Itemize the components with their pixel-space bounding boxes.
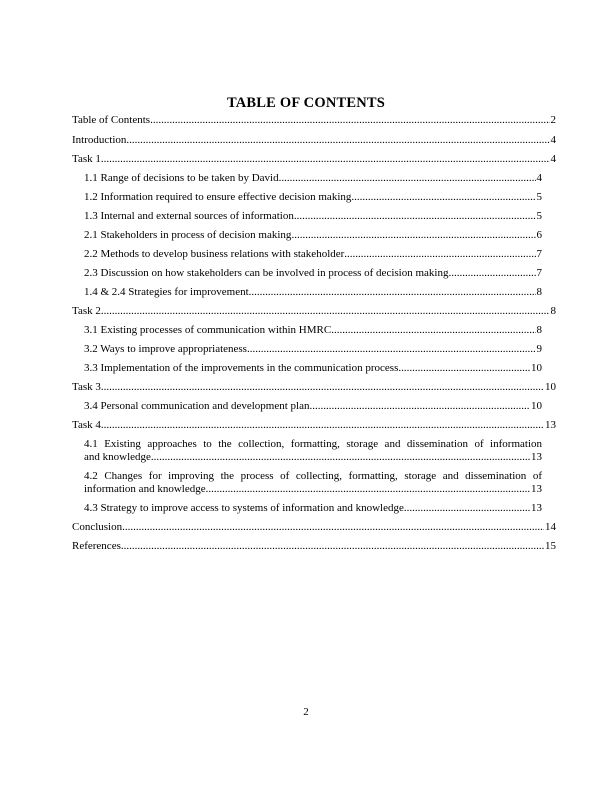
toc-entry-text: Table of Contents: [72, 114, 151, 126]
toc-entry-3-1[interactable]: [72, 324, 542, 337]
toc-page-number: 15: [545, 540, 556, 552]
toc-leader: [249, 286, 536, 299]
toc-leader: [309, 400, 530, 413]
toc-entry-text: Task 3: [72, 381, 101, 393]
toc-entry-text: 4.1 Existing approaches to the collection, formatting, storage and dissemination of information: [84, 438, 542, 450]
toc-page-number: 8: [536, 286, 542, 298]
toc-entry-text: Task 1: [72, 153, 101, 165]
table-of-contents: [72, 114, 556, 553]
toc-entry-task-2[interactable]: [72, 305, 556, 318]
toc-leader: [291, 229, 535, 242]
toc-entry-text: 2.3 Discussion on how stakeholders can be involved in process of decision making: [84, 267, 449, 279]
toc-page-number: 4: [536, 172, 542, 184]
toc-entry-text: 3.4 Personal communication and development plan: [84, 400, 310, 412]
toc-entry-text: 2.1 Stakeholders in process of decision making: [84, 229, 292, 241]
toc-entry-1-4-2-4[interactable]: [72, 286, 542, 299]
toc-entry-text: Conclusion: [72, 521, 123, 533]
toc-page-number: 10: [531, 362, 542, 374]
toc-entry-2-2[interactable]: [72, 248, 542, 261]
toc-entry-text: 1.2 Information required to ensure effective decision making: [84, 191, 352, 203]
toc-page-number: 4: [550, 153, 556, 165]
toc-leader: [101, 381, 544, 394]
toc-leader: [294, 210, 536, 223]
toc-entry-task-1[interactable]: [72, 153, 556, 166]
toc-page-number: 6: [536, 229, 542, 241]
toc-entry-1-1[interactable]: [72, 172, 542, 185]
toc-leader: [448, 267, 535, 280]
toc-leader: [126, 134, 549, 147]
toc-entry-table-of-contents[interactable]: [72, 114, 556, 127]
toc-page-number: 14: [545, 521, 556, 533]
toc-entry-text-continued: and knowledge: [84, 451, 151, 463]
toc-entry-1-3[interactable]: [72, 210, 542, 223]
toc-page-number: 5: [536, 191, 542, 203]
toc-leader: [122, 521, 544, 534]
toc-leader: [101, 305, 550, 318]
toc-page-number: 7: [536, 248, 542, 260]
toc-entry-4-3[interactable]: [72, 502, 542, 515]
toc-leader: [101, 419, 544, 432]
toc-entry-text: Introduction: [72, 134, 127, 146]
toc-entry-text: 3.1 Existing processes of communication within HMRC: [84, 324, 332, 336]
toc-leader: [398, 362, 530, 375]
toc-entry-4-2[interactable]: [72, 470, 542, 496]
toc-entry-text: 4.3 Strategy to improve access to systems of information and knowledge: [84, 502, 404, 514]
toc-entry-text: 4.2 Changes for improving the process of collecting, formatting, storage and dissemination of: [84, 470, 542, 482]
toc-entry-conclusion[interactable]: [72, 521, 556, 534]
toc-leader: [151, 451, 530, 464]
toc-page-number: 13: [531, 502, 542, 514]
toc-leader: [279, 172, 536, 185]
toc-leader: [247, 343, 536, 356]
toc-entry-text: 3.3 Implementation of the improvements in the communication process: [84, 362, 399, 374]
toc-page-number: 13: [531, 483, 542, 495]
toc-entry-text: 3.2 Ways to improve appropriateness: [84, 343, 247, 355]
toc-leader: [351, 191, 535, 204]
toc-entry-3-3[interactable]: [72, 362, 542, 375]
toc-entry-3-4[interactable]: [72, 400, 542, 413]
toc-page-number: 13: [545, 419, 556, 431]
toc-entry-text: 1.4 & 2.4 Strategies for improvement: [84, 286, 249, 298]
toc-leader: [121, 540, 544, 553]
toc-entry-task-4[interactable]: [72, 419, 556, 432]
toc-entry-text: 2.2 Methods to develop business relations with stakeholder: [84, 248, 345, 260]
toc-page-number: 13: [531, 451, 542, 463]
toc-leader: [344, 248, 535, 261]
toc-page-number: 7: [536, 267, 542, 279]
toc-page-number: 5: [536, 210, 542, 222]
toc-leader: [206, 483, 530, 496]
toc-entry-2-1[interactable]: [72, 229, 542, 242]
toc-entry-text: 1.3 Internal and external sources of information: [84, 210, 294, 222]
toc-page-number: 9: [536, 343, 542, 355]
toc-entry-2-3[interactable]: [72, 267, 542, 280]
toc-leader: [404, 502, 530, 515]
toc-page-number: 8: [550, 305, 556, 317]
toc-page-number: 2: [550, 114, 556, 126]
toc-entry-text-continued: information and knowledge: [84, 483, 206, 495]
toc-page-number: 8: [536, 324, 542, 336]
page-number-footer: 2: [303, 706, 309, 718]
toc-entry-text: 1.1 Range of decisions to be taken by David: [84, 172, 279, 184]
toc-entry-text: Task 4: [72, 419, 101, 431]
toc-entry-references[interactable]: [72, 540, 556, 553]
toc-entry-1-2[interactable]: [72, 191, 542, 204]
toc-title: TABLE OF CONTENTS: [226, 95, 386, 111]
toc-page-number: 4: [550, 134, 556, 146]
toc-leader: [150, 114, 549, 127]
toc-entry-task-3[interactable]: [72, 381, 556, 394]
toc-entry-text: Task 2: [72, 305, 101, 317]
toc-entry-4-1[interactable]: [72, 438, 542, 464]
toc-leader: [101, 153, 550, 166]
toc-entry-text: References: [72, 540, 121, 552]
toc-entry-3-2[interactable]: [72, 343, 542, 356]
toc-page-number: 10: [531, 400, 542, 412]
toc-entry-introduction[interactable]: [72, 134, 556, 147]
toc-page-number: 10: [545, 381, 556, 393]
toc-leader: [331, 324, 535, 337]
